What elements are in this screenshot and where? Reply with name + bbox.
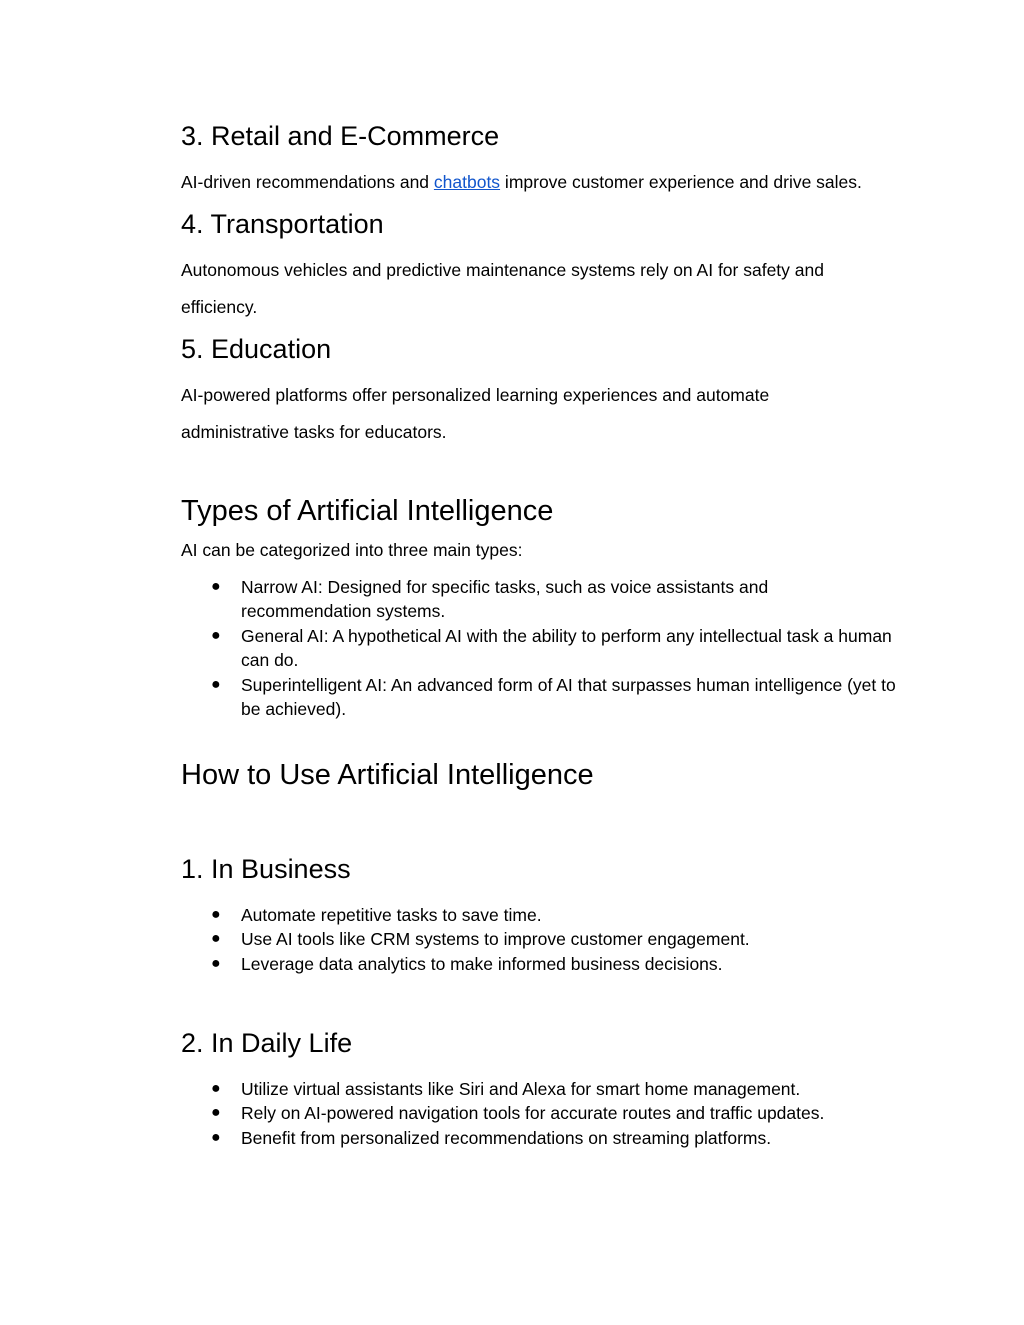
list-item-text: Utilize virtual assistants like Siri and Alexa for smart home management. — [241, 1079, 801, 1099]
bullet-icon: ● — [211, 954, 221, 972]
heading-types: Types of Artificial Intelligence — [181, 495, 554, 527]
list-item — [181, 903, 901, 927]
list-item — [181, 624, 901, 673]
list-item-text: Benefit from personalized recommendations on streaming platforms. — [241, 1127, 772, 1148]
bullet-icon: ● — [211, 906, 221, 923]
list-item — [181, 952, 901, 976]
paragraph-retail — [181, 171, 862, 193]
list-item-text: Use AI tools like CRM systems to improve customer engagement. — [241, 929, 750, 950]
list-item — [181, 1077, 901, 1101]
list-item-text: General AI: A hypothetical AI with the ability to perform any intellectual task a human can do. — [241, 625, 892, 671]
heading-how-to-use: How to Use Artificial Intelligence — [181, 759, 594, 791]
heading-education: 5. Education — [181, 334, 332, 364]
bullet-icon: ● — [211, 675, 221, 693]
heading-daily-life: 2. In Daily Life — [181, 1028, 353, 1058]
bullet-icon: ● — [211, 930, 221, 948]
heading-transportation: 4. Transportation — [181, 209, 384, 239]
paragraph-education-line2: administrative tasks for educators. — [181, 422, 447, 442]
heading-retail: 3. Retail and E-Commerce — [181, 121, 500, 151]
business-list — [181, 903, 901, 976]
list-item — [181, 1101, 901, 1125]
paragraph-education-line1: AI-powered platforms offer personalized learning experiences and automate — [181, 385, 770, 405]
list-item-text: Rely on AI-powered navigation tools for accurate routes and traffic updates. — [241, 1103, 825, 1124]
bullet-icon: ● — [211, 578, 221, 595]
list-item-text: Leverage data analytics to make informed business decisions. — [241, 953, 723, 974]
list-item — [181, 927, 901, 951]
list-item-text: Narrow AI: Designed for specific tasks, such as voice assistants and recommendation systems. — [241, 577, 769, 622]
bullet-icon: ● — [211, 626, 221, 644]
paragraph-transportation-line1: Autonomous vehicles and predictive maintenance systems rely on AI for safety and — [181, 260, 824, 280]
paragraph-types-intro: AI can be categorized into three main types: — [181, 540, 523, 560]
list-item — [181, 673, 901, 722]
heading-business: 1. In Business — [181, 854, 351, 884]
list-item-text: Superintelligent AI: An advanced form of AI that surpasses human intelligence (yet to be achieved). — [241, 674, 896, 720]
list-item — [181, 575, 901, 624]
daily-life-list — [181, 1077, 901, 1150]
chatbots-link[interactable]: chatbots — [433, 172, 501, 192]
list-item — [181, 1126, 901, 1150]
types-list — [181, 575, 901, 721]
retail-text-after: improve customer experience and drive sales. — [500, 172, 862, 192]
bullet-icon: ● — [211, 1104, 221, 1122]
bullet-icon: ● — [211, 1080, 221, 1097]
list-item-text: Automate repetitive tasks to save time. — [241, 905, 542, 925]
retail-text-before: AI-driven recommendations and — [181, 172, 434, 192]
bullet-icon: ● — [211, 1128, 221, 1146]
paragraph-transportation-line2: efficiency. — [181, 297, 258, 317]
